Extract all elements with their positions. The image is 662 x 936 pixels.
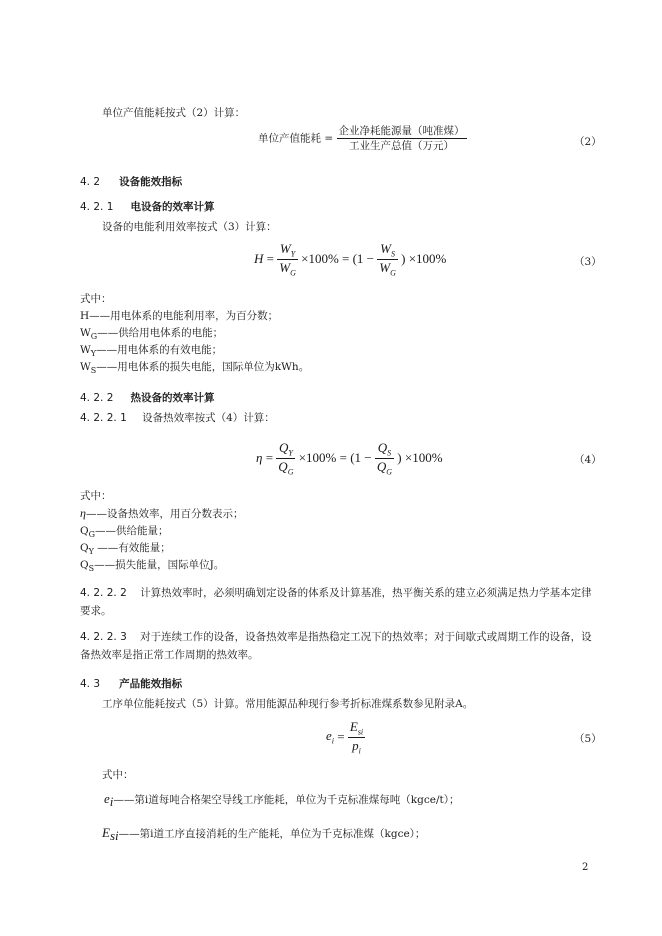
equation-number-5: （5） xyxy=(574,733,602,745)
formula2-fraction xyxy=(337,124,467,153)
formula2-denominator: 工业生产总值（万元） xyxy=(349,140,454,152)
def4-qs: $Q_S——$损失能量，国际单位J。 xyxy=(80,559,225,574)
formula2-intro: 单位产值能耗按式（2）计算： xyxy=(102,107,246,119)
def5-ei: $e_i——$第i道每吨合格架空导线工序能耗，单位为千克标准煤每吨（kgce/t）； xyxy=(104,791,460,810)
formula-5: $e_i$ = $\frac{E_{si}}{p_i}$ xyxy=(326,719,364,756)
formula3-intro: 设备的电能利用效率按式（3）计算： xyxy=(102,221,277,233)
heading-4-2-1: 4. 2. 1 电设备的效率计算 xyxy=(80,201,215,213)
para-4-2-2-1: 4. 2. 2. 1 设备热效率按式（4）计算： xyxy=(80,412,275,424)
def3-ws: $W_S——$用电体系的损失电能，国际单位为kWh。 xyxy=(80,361,310,376)
where-label-3: 式中： xyxy=(80,293,112,305)
def3-h: H——用电体系的电能利用率，为百分数； xyxy=(80,310,279,322)
where-label-4: 式中： xyxy=(80,490,112,502)
para-4-2-2-2: 4. 2. 2. 2 计算热效率时，必须明确划定设备的体系及计算基准，热平衡关系的建立必须满足热力学基本定律要求。 xyxy=(80,587,592,617)
equation-number-3: （3） xyxy=(574,256,602,268)
heading-4-2-2: 4. 2. 2 热设备的效率计算 xyxy=(80,392,215,404)
equation-number-2: （2） xyxy=(574,136,602,148)
heading-4-2: 4. 2 设备能效指标 xyxy=(80,176,183,188)
def4-eta: η——设备热效率，用百分数表示； xyxy=(80,506,244,520)
equation-number-4: （4） xyxy=(574,454,602,466)
def3-wg: $W_G——$供给用电体系的电能； xyxy=(80,327,224,342)
formula5-intro: 工序单位能耗按式（5）计算。常用能源品种现行参考折标准煤系数参见附录A。 xyxy=(102,698,474,710)
def4-qg: $Q_G——$供给能量； xyxy=(80,525,169,540)
formula2-numerator: 企业净耗能源量（吨准煤） xyxy=(338,125,465,137)
where-label-5: 式中： xyxy=(102,769,134,781)
formula2-lhs: 单位产值能耗 xyxy=(258,132,321,145)
def5-esi: $E_{si}——$第i道工序直接消耗的生产能耗，单位为千克标准煤（kgce）； xyxy=(102,825,426,844)
def3-wy: $W_Y——$用电体系的有效电能； xyxy=(80,344,223,359)
heading-4-3: 4. 3 产品能效指标 xyxy=(80,678,183,690)
formula-3: H = $\frac{W_Y}{W_G}$ ×100% = (1 − $\frac{W_S}{W_G}$ ) ×100% xyxy=(254,241,447,278)
page-number: 2 xyxy=(582,862,589,873)
para-4-2-2-3: 4. 2. 2. 3 对于连续工作的设备，设备热效率是指热稳定工况下的热效率；对于间歇式或周期工作的设备，设备热效率是指正常工作周期的热效率。 xyxy=(80,631,592,661)
def4-qy: $Q_Y$ ——有效能量； xyxy=(80,542,171,557)
formula-2: 单位产值能耗 = $\frac{\text{企业净耗能源量（吨准煤）}}{\text{工业生产总值（万元）}}$ xyxy=(258,125,465,152)
formula-4: η = $\frac{Q_Y}{Q_G}$ ×100% = (1 − $\frac{Q_S}{Q_G}$ ) ×100% xyxy=(256,440,443,477)
